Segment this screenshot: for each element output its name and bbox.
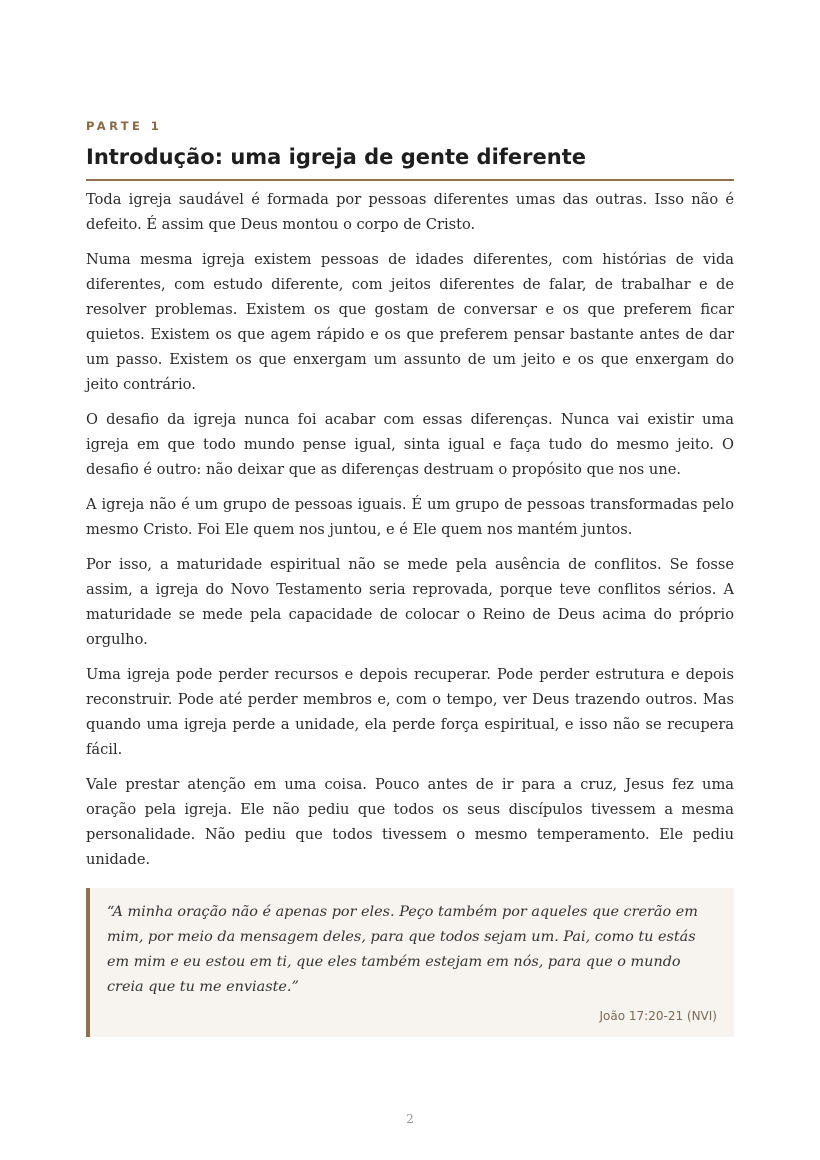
quote-text: “A minha oração não é apenas por eles. Peço também por aqueles que crerão em mim, por meio da mensagem deles, para que todos sejam um. Pai, como tu estás em mim e eu estou em ti, que eles também estejam em nós, para que o mundo creia que tu me enviaste.” (107, 904, 698, 995)
paragraph: Uma igreja pode perder recursos e depois recuperar. Pode perder estrutura e depois reconstruir. Pode até perder membros e, com o tempo, ver Deus trazendo outros. Mas quando uma igreja perde a unidade, ela perde força espiritual, e isso não se recupera fácil. (86, 666, 734, 758)
chapter-title: Introdução: uma igreja de gente diferente (86, 144, 734, 181)
paragraph: A igreja não é um grupo de pessoas iguais. É um grupo de pessoas transformadas pelo mesmo Cristo. Foi Ele quem nos juntou, e é Ele quem nos mantém juntos. (86, 496, 734, 538)
scripture-quote (86, 888, 734, 1037)
quote-reference: João 17:20-21 (NVI) (599, 1009, 717, 1023)
page-content (86, 118, 734, 1037)
paragraph: Por isso, a maturidade espiritual não se mede pela ausência de conflitos. Se fosse assim, a igreja do Novo Testamento seria reprovada, porque teve conflitos sérios. A maturidade se mede pela capacidade de colocar o Reino de Deus acima do próprio orgulho. (86, 556, 734, 648)
paragraph: O desafio da igreja nunca foi acabar com essas diferenças. Nunca vai existir uma igreja em que todo mundo pense igual, sinta igual e faça tudo do mesmo jeito. O desafio é outro: não deixar que as diferenças destruam o propósito que nos une. (86, 411, 734, 478)
paragraph: Vale prestar atenção em uma coisa. Pouco antes de ir para a cruz, Jesus fez uma oração pela igreja. Ele não pediu que todos os seus discípulos tivessem a mesma personalidade. Não pediu que todos tivessem o mesmo temperamento. Ele pediu unidade. (86, 776, 734, 868)
page-number: 2 (406, 1111, 414, 1126)
paragraph: Numa mesma igreja existem pessoas de idades diferentes, com histórias de vida diferentes, com estudo diferente, com jeitos diferentes de falar, de trabalhar e de resolver problemas. Existem os que gostam de conversar e os que preferem ficar quietos. Existem os que agem rápido e os que preferem pensar bastante antes de dar um passo. Existem os que enxergam um assunto de um jeito e os que enxergam do jeito contrário. (86, 251, 734, 393)
paragraph: Toda igreja saudável é formada por pessoas diferentes umas das outras. Isso não é defeito. É assim que Deus montou o corpo de Cristo. (86, 191, 734, 233)
body-text (86, 187, 734, 872)
part-label: PARTE 1 (86, 119, 163, 133)
